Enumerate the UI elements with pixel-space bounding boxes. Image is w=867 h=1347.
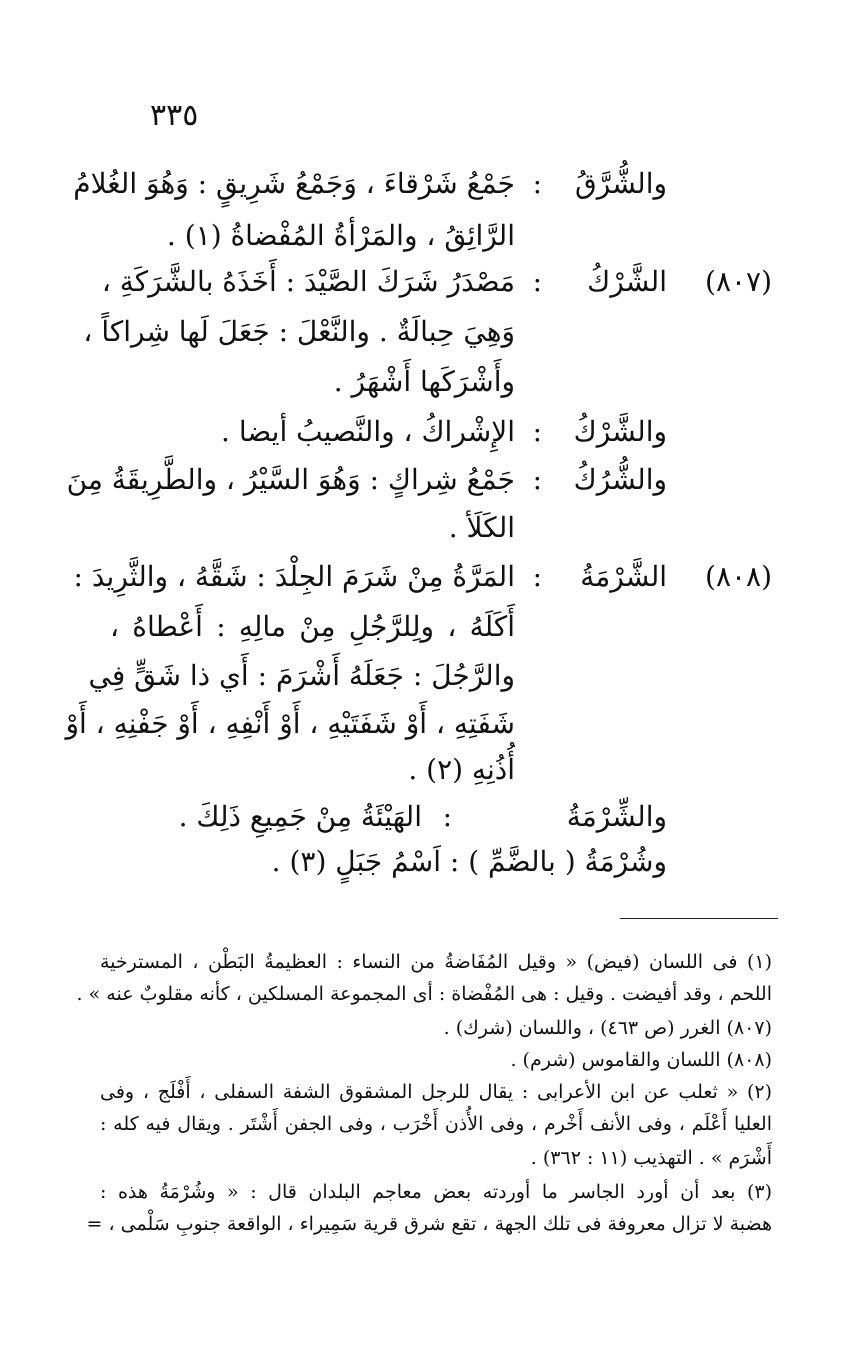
- colon-separator: :: [532, 560, 542, 593]
- colon-separator: :: [532, 415, 542, 448]
- colon-separator: :: [532, 167, 542, 200]
- entry-line: [0, 160, 867, 208]
- entry-line: [0, 652, 867, 700]
- footnote-line: هضبة لا تزال معروفة فى تلك الجهة ، تقع شرق قرية سَمِيراء ، الواقعة جنوبِ سَلْمى ، =: [86, 1213, 772, 1235]
- colon-separator: :: [532, 463, 542, 496]
- entry-line: [0, 504, 867, 552]
- page-number: ٣٣٥: [150, 98, 199, 133]
- entry-line: [0, 746, 867, 794]
- entry-line: [0, 308, 867, 356]
- colon-separator: :: [532, 265, 542, 298]
- headword: الشَّرْكُ: [587, 265, 667, 298]
- definition-line: جَمْعُ شَرْقاءَ ، وَجَمْعُ شَرِيقٍ : وَهُوَ الغُلامُ: [73, 167, 515, 200]
- entry-line: [0, 258, 867, 306]
- definition-line: أَكَلَهُ ، ولِلرَّجُلِ مِنْ مالِهِ : أَعْطاهُ ،: [110, 610, 515, 643]
- headword: والشُّرُكُ: [573, 463, 667, 496]
- entry-number: (٨٠٨): [705, 560, 772, 593]
- footnote-line: (١) فى اللسان (فيض) « وقيل المُفَاضةُ من النساء : العظيمةُ البَطْن ، المسترخية: [100, 951, 772, 973]
- headword: والشِّرْمَةُ: [566, 800, 667, 833]
- footnote-line: (٢) « ثعلب عن ابن الأعرابى : يقال للرجل المشقوق الشفة السفلى ، أَفْلَج ، وفى: [100, 1081, 772, 1103]
- definition-line: المَرَّةُ مِنْ شَرَمَ الجِلْدَ : شَقَّهُ ، والثَّرِيدَ :: [73, 560, 515, 593]
- footnote-line: العليا أَعْلَم ، وفى الأنف أَخْرم ، وفى الأُذن أَخْرَب ، وفى الجفن أَشْتَر . ويقال فيه كله :: [100, 1113, 772, 1135]
- definition-line: وأَشْرَكَها أَشْهَرُ .: [333, 365, 515, 398]
- entry-line: [0, 358, 867, 406]
- definition-line: الهَيْئَةُ مِنْ جَمِيعِ ذَلِكَ .: [178, 800, 422, 833]
- entry-line: [0, 553, 867, 601]
- definition-line: شَفَتِهِ ، أَوْ شَفَتَيْهِ ، أَوْ أَنْفِهِ ، أَوْ جَفْنِهِ ، أَوْ: [65, 707, 515, 740]
- colon-separator: :: [442, 800, 452, 833]
- definition-line: الكَلَأ .: [448, 511, 515, 544]
- entry-number: (٨٠٧): [705, 265, 772, 298]
- entry-line: [0, 838, 867, 886]
- footnote-line: (٨٠٧) الغرر (ص ٤٦٣) ، واللسان (شرك) .: [443, 1017, 772, 1039]
- entry-line: [0, 456, 867, 504]
- headword: والشَّرْكُ: [573, 415, 667, 448]
- definition-line: مَصْدَرُ شَرَكَ الصَّيْدَ : أَخَذَهُ بالشَّرَكَةِ ،: [101, 265, 515, 298]
- definition-line: والرَّجُلَ : جَعَلَهُ أَشْرَمَ : أَي ذا شَقٍّ فِي: [88, 659, 515, 692]
- entry-line: [0, 603, 867, 651]
- footnote-line: اللحم ، وقد أفيضت . وقيل : هى المُفْضاة : أى المجموعة المسلكين ، كأنه مقلوبٌ عنه » .: [76, 983, 772, 1005]
- entry-line: [0, 700, 867, 748]
- headword: الشَّرْمَةُ: [580, 560, 667, 593]
- footnote-line: (٨٠٨) اللسان والقاموس (شرم) .: [510, 1049, 772, 1071]
- footnote-separator: [620, 918, 778, 919]
- definition-line: الرَّائِقُ ، والمَرْأةُ المُفْضاةُ (١) .: [166, 219, 515, 252]
- headword: والشُّرَّقُ: [575, 167, 667, 200]
- entry-line: [0, 793, 867, 841]
- definition-line: وشُرْمَةُ ( بالضَّمِّ ) : اَسْمُ جَبَلٍ (٣) .: [271, 845, 667, 878]
- definition-line: أُذُنِهِ (٢) .: [408, 753, 515, 786]
- footnote-line: (٣) بعد أن أورد الجاسر ما أوردته بعض معاجم البلدان قال : « وشُرْمَةُ هذه :: [100, 1181, 772, 1203]
- entry-line: [0, 408, 867, 456]
- definition-line: الإِشْراكُ ، والنَّصيبُ أيضا .: [221, 415, 515, 448]
- definition-line: جَمْعُ شِراكٍ : وَهُوَ السَّيْرُ ، والطَّرِيقَةُ مِنَ: [66, 463, 515, 496]
- footnote-line: أَشْرَم » . التهذيب (١١ : ٣٦٢) .: [530, 1147, 772, 1169]
- definition-line: وَهِيَ حِبالَةٌ . والنَّعْلَ : جَعَلَ لَها شِراكاً ،: [83, 315, 515, 348]
- entry-line: [0, 212, 867, 260]
